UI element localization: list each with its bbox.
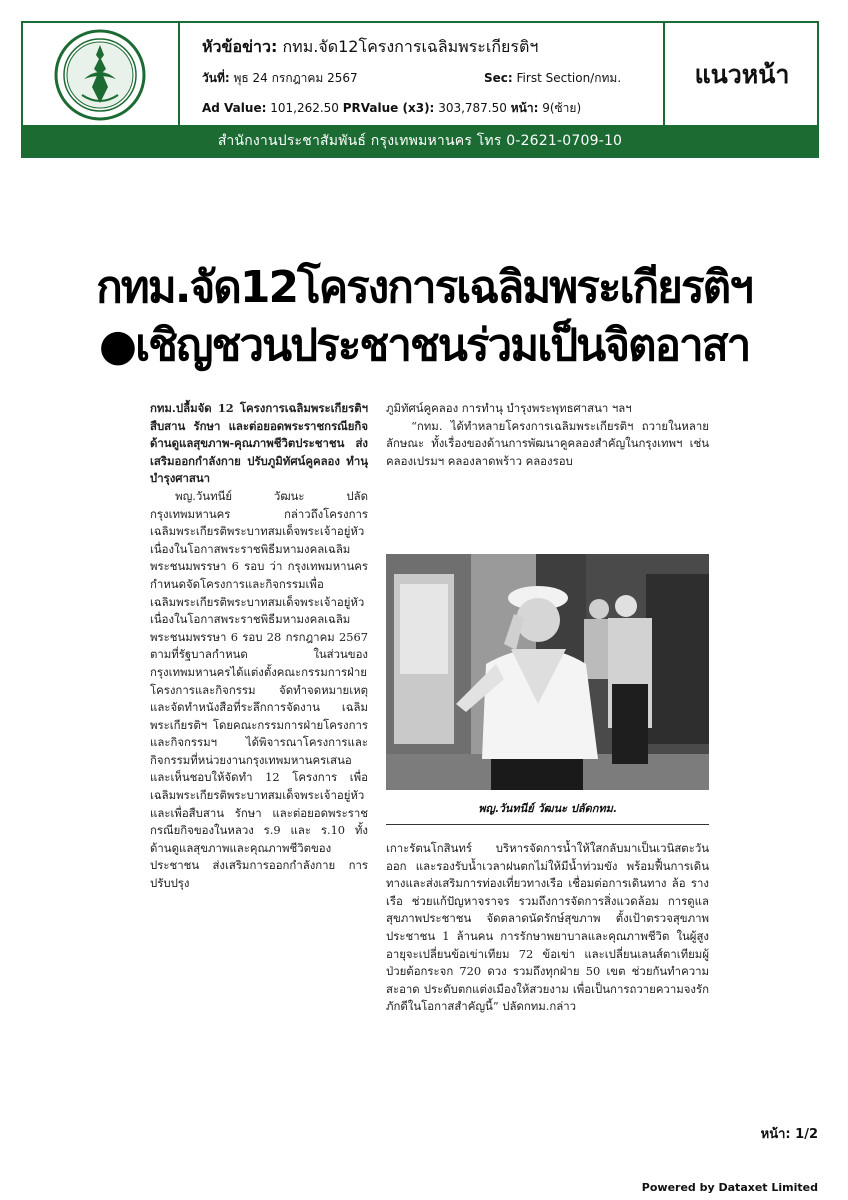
- headline-value: กทม.จัด12โครงการเฉลิมพระเกียรติฯ: [282, 37, 539, 56]
- newspaper-name: แนวหน้า: [663, 23, 819, 126]
- logo-cell: [23, 23, 180, 126]
- sec-value: First Section/กทม.: [516, 71, 622, 85]
- page-number-label: หน้า:: [760, 1127, 791, 1142]
- info-cell: [180, 23, 662, 126]
- article-body-col2-c: เกาะรัตนโกสินทร์ บริหารจัดการน้ำให้ใสกลับมาเป็นเวนิสตะวันออก และรองรับน้ำเวลาฝนตกไม่ให้มีน้ำท่วมขัง พร้อมฟื้นการเดินทางและส่งเสริมการท่องเที่ยวทางเรือ เชื่อมต่อการเดินทาง ล้อ ราง เรือ ช่วยแก้ปัญหาจราจร รวมถึงการจัดการสิ่งแวดล้อม การดูแลสุขภาพประชาชน จัดตลาดนัดรักษ์สุขภาพ ตั้งเป้าตรวจสุขภาพประชาชน 1 ล้านคน การรักษาพยาบาลและคุณภาพชีวิต ในผู้สูงอายุจะเปลี่ยนข้อเข่าเทียม 72 ข้อเข่า และเปลี่ยนเลนส์ตาเทียมผู้ป่วยต้อกระจก 720 ดวง รวมถึงทุกฝ่าย 50 เขต ช่วยกันทำความสะอาด ประดับตกแต่งเมืองให้สวยงาม เพื่อเป็นการถวายความจงรักภักดีในโอกาสสำคัญนี้” ปลัดกทม.กล่าว: [386, 841, 709, 1014]
- page-number-value: 1/2: [795, 1127, 818, 1142]
- date-value: พุธ 24 กรกฎาคม 2567: [233, 71, 358, 85]
- page-value: 9(ซ้าย): [542, 101, 582, 115]
- ad-value: 101,262.50: [270, 101, 339, 115]
- article-column-1: [150, 400, 368, 893]
- article-body-col1: พญ.วันทนีย์ วัฒนะ ปลัดกรุงเทพมหานคร กล่าวถึงโครงการเฉลิมพระเกียรติพระบาทสมเด็จพระเจ้าอยู่หัว เนื่องในโอกาสพระราชพิธีมหามงคลเฉลิมพระชนมพรรษา 6 รอบ ว่า กรุงเทพมหานครกำหนดจัดโครงการและกิจกรรมเพื่อเฉลิมพระเกียรติพระบาทสมเด็จพระเจ้าอยู่หัว เนื่องในโอกาสพระราชพิธีมหามงคลเฉลิมพระชนมพรรษา 6 รอบ 28 กรกฎาคม 2567 ตามที่รัฐบาลกำหนด ในส่วนของกรุงเทพมหานครได้แต่งตั้งคณะกรรมการฝ่ายโครงการและกิจกรรม จัดทำจดหมายเหตุ และจัดทำหนังสือที่ระลึกการจัดงาน เฉลิมพระเกียรติฯ โดยคณะกรรมการฝ่ายโครงการและกิจกรรมฯ ได้พิจารณาโครงการและกิจกรรมที่หน่วยงานกรุงเทพมหานครเสนอและเห็นชอบให้จัดทำ 12 โครงการ เพื่อเฉลิมพระเกียรติพระบาทสมเด็จพระเจ้าอยู่หัว และเพื่อสืบสาน รักษา และต่อยอดพระราชกรณียกิจของในหลวง ร.9 และ ร.10 ทั้ง ด้านดูแลสุขภาพและคุณภาพชีวิตของประชาชน ส่งเสริมการออกกำลังกาย การปรับปรุง: [150, 488, 368, 891]
- page-number: [761, 1123, 818, 1144]
- pr-label: PRValue (x3):: [342, 101, 435, 115]
- article-column-2-top: [386, 400, 709, 470]
- article-lead: กทม.ปลื้มจัด 12 โครงการเฉลิมพระเกียรติฯ สืบสาน รักษา และต่อยอดพระราชกรณียกิจ ด้านดูแลสุขภาพ-คุณภาพชีวิตประชาชน ส่งเสริมออกกำลังกาย ปรับภูมิทัศน์คูคลอง ทำนุบำรุงศาสนา: [150, 401, 368, 486]
- office-bar: สำนักงานประชาสัมพันธ์ กรุงเทพมหานคร โทร 0-2621-0709-10: [23, 125, 817, 156]
- headline-label: หัวข้อข่าว:: [202, 37, 278, 56]
- sec-row: [484, 69, 621, 88]
- photo-caption: พญ.วันทนีย์ วัฒนะ ปลัดกทม.: [478, 802, 617, 815]
- ad-label: Ad Value:: [202, 101, 267, 115]
- article-title-line1: กทม.จัด12โครงการเฉลิมพระเกียรติฯ: [96, 262, 752, 313]
- value-row: [202, 99, 581, 118]
- bma-seal-icon: [54, 29, 146, 121]
- powered-by: Powered by Dataxet Limited: [641, 1181, 818, 1194]
- sec-label: Sec:: [484, 71, 513, 85]
- clipping-header: [21, 21, 819, 158]
- caption-rule: [386, 824, 709, 825]
- photo-image: [386, 554, 709, 790]
- page-label: หน้า:: [510, 101, 539, 115]
- date-label: วันที่:: [202, 71, 230, 85]
- headline-row: [202, 35, 538, 60]
- pr-value: 303,787.50: [438, 101, 507, 115]
- article-photo: [386, 554, 709, 790]
- article-body-col2-b: “กทม. ได้ทำหลายโครงการเฉลิมพระเกียรติฯ ถวายในหลายลักษณะ ทั้งเรื่องของด้านการพัฒนาคูคลองสำคัญในกรุงเทพฯ เช่น คลองเปรมฯ คลองลาดพร้าว คลองรอบ: [386, 418, 709, 468]
- date-row: [202, 69, 358, 88]
- article-title-line2: ●เชิญชวนประชาชนร่วมเป็นจิตอาสา: [98, 320, 750, 371]
- article-body-col2-a: ภูมิทัศน์คูคลอง การทำนุ บำรุงพระพุทธศาสนา ฯลฯ: [386, 401, 632, 415]
- article-column-2-bottom: [386, 840, 709, 1016]
